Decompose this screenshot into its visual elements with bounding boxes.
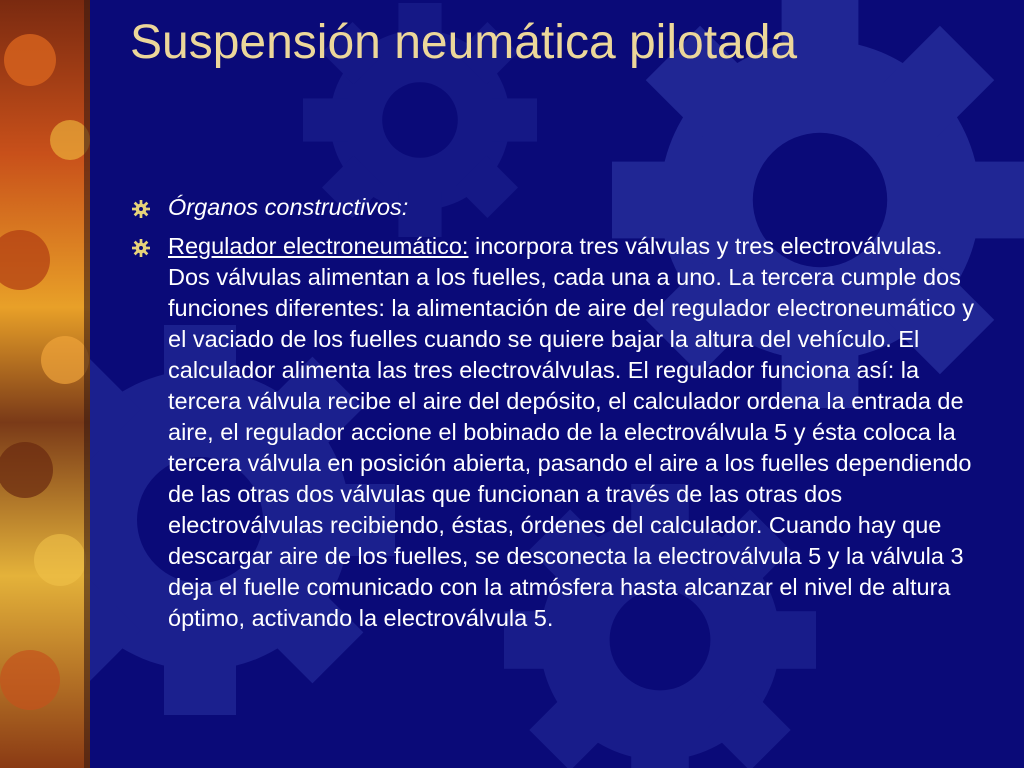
regulador-label: Regulador electroneumático: — [168, 233, 469, 259]
regulador-description: incorpora tres válvulas y tres electroválvulas. Dos válvulas alimentan a los fuelles, cada una a uno. La tercera cumple dos funciones diferentes: la alimentación de aire del regulador electroneumático y el vaciado de los fuelles cuando se quiere bajar la altura del vehículo. El calculador alimenta las tres electroválvulas. El regulador funciona así: la tercera válvula recibe el aire del depósito, el calculador ordena la entrada de aire, el regulador accione el bobinado de la electroválvula 5 y ésta coloca la tercera válvula en posición abierta, pasando el aire a los fuelles dependiendo de las otras dos válvulas que funcionan a través de las otras dos electroválvulas recibiendo, éstas, órdenes del calculador. Cuando hay que descargar aire de los fuelles, se desconecta la electroválvula 5 y la válvula 3 deja el fuelle comunicado con la atmósfera hasta alcanzar el nivel de altura óptimo, activando la electroválvula 5. — [168, 233, 974, 631]
left-decorative-strip — [0, 0, 90, 768]
gear-bullet-icon — [132, 200, 150, 218]
bullet-item-regulador — [130, 231, 990, 634]
bullet-heading: Órganos constructivos: — [168, 194, 409, 220]
slide-title: Suspensión neumática pilotada — [130, 16, 798, 69]
bullet-item-organos — [130, 192, 990, 223]
bullet-list — [130, 192, 990, 642]
gear-bullet-icon — [132, 239, 150, 257]
